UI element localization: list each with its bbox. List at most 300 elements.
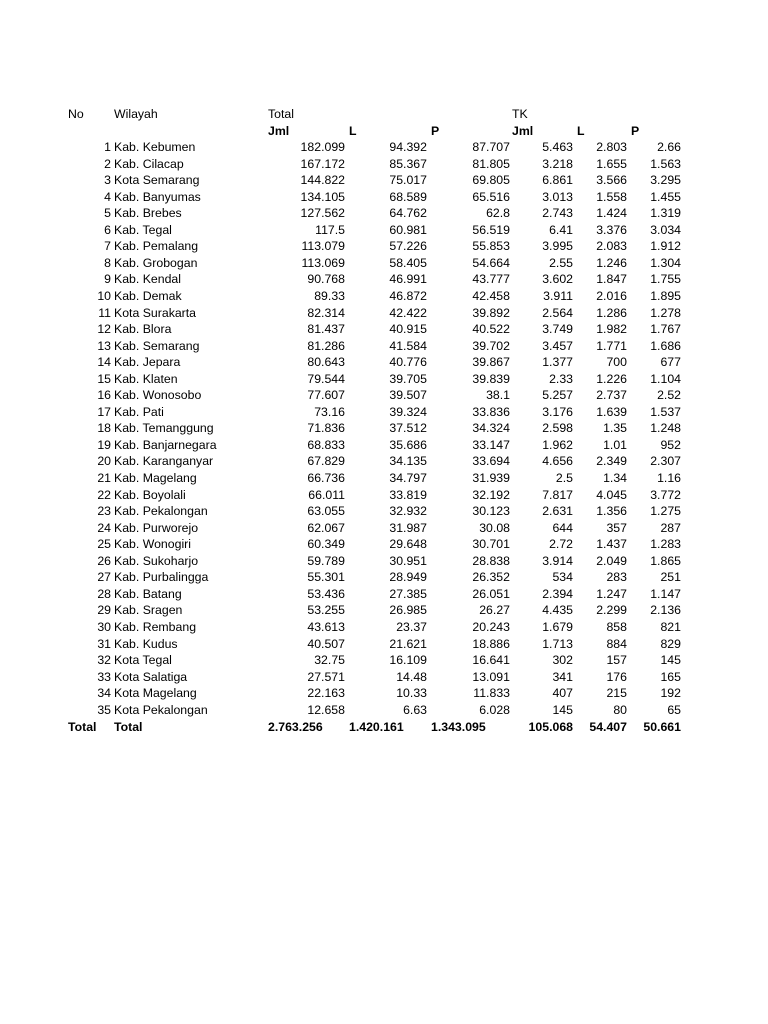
table-row	[0, 271, 768, 288]
cell-wilayah: Kab. Magelang	[114, 471, 197, 485]
cell-no: 9	[104, 272, 111, 287]
cell-tk-p: 1.755	[650, 272, 681, 287]
cell-jml: 55.301	[307, 570, 345, 585]
header-tk: TK	[512, 107, 528, 121]
cell-l: 30.951	[389, 553, 427, 568]
cell-p: 43.777	[472, 272, 510, 287]
table-row	[0, 354, 768, 371]
cell-tk-jml: 302	[552, 653, 573, 668]
cell-p: 39.892	[472, 305, 510, 320]
cell-p: 33.836	[472, 404, 510, 419]
cell-jml: 40.507	[307, 636, 345, 651]
cell-tk-l: 1.424	[596, 206, 627, 221]
cell-wilayah: Kab. Blora	[114, 322, 172, 337]
cell-tk-jml: 145	[552, 702, 573, 717]
cell-jml: 77.607	[307, 388, 345, 403]
cell-wilayah: Kab. Batang	[114, 586, 182, 601]
cell-p: 30.701	[472, 537, 510, 552]
cell-jml: 66.736	[307, 471, 345, 485]
cell-p: 20.243	[472, 619, 510, 634]
cell-wilayah: Kab. Karanganyar	[114, 454, 214, 469]
cell-tk-p: 1.248	[650, 421, 681, 436]
cell-jml: 117.5	[315, 222, 345, 237]
cell-tk-p: 677	[660, 355, 681, 370]
cell-tk-l: 2.083	[596, 239, 627, 254]
cell-p: 33.694	[472, 454, 510, 469]
cell-jml: 81.286	[307, 338, 345, 353]
cell-tk-p: 2.66	[657, 140, 681, 154]
table-row	[0, 536, 768, 553]
cell-tk-l: 357	[606, 520, 627, 535]
cell-no: 23	[97, 504, 111, 519]
table-row	[0, 420, 768, 437]
cell-p: 28.838	[472, 553, 510, 568]
cell-tk-jml: 1.962	[542, 437, 573, 452]
cell-p: 39.867	[472, 355, 510, 370]
total-tk-p: 50.661	[643, 720, 681, 734]
cell-tk-l: 884	[606, 636, 627, 651]
cell-tk-jml: 2.598	[542, 421, 573, 436]
cell-tk-jml: 5.257	[542, 388, 573, 403]
cell-wilayah: Kab. Klaten	[114, 371, 178, 386]
cell-p: 81.805	[472, 156, 510, 171]
table-row	[0, 238, 768, 255]
cell-tk-p: 1.912	[650, 239, 681, 254]
header-tk-l: L	[577, 123, 585, 138]
cell-no: 18	[97, 421, 111, 436]
cell-p: 56.519	[472, 222, 510, 237]
cell-jml: 62.067	[307, 520, 345, 535]
cell-no: 24	[97, 520, 111, 535]
table-row	[0, 338, 768, 355]
cell-p: 65.516	[472, 189, 510, 204]
header-row-2	[0, 123, 768, 140]
cell-l: 37.512	[389, 421, 427, 436]
cell-p: 42.458	[472, 288, 510, 303]
cell-l: 16.109	[389, 653, 427, 668]
table-row	[0, 288, 768, 305]
table-row	[0, 685, 768, 702]
cell-wilayah: Kab. Sukoharjo	[114, 553, 199, 568]
cell-wilayah: Kab. Cilacap	[114, 156, 184, 171]
cell-wilayah: Kab. Purworejo	[114, 520, 199, 535]
cell-tk-jml: 4.435	[542, 603, 573, 618]
cell-no: 28	[97, 586, 111, 601]
cell-l: 35.686	[389, 437, 427, 452]
cell-tk-p: 3.034	[650, 222, 681, 237]
cell-tk-jml: 2.564	[542, 305, 573, 320]
cell-p: 6.028	[479, 702, 510, 717]
cell-no: 35	[97, 702, 111, 717]
cell-no: 26	[97, 553, 111, 568]
cell-tk-jml: 644	[552, 520, 573, 535]
cell-tk-l: 1.982	[596, 322, 627, 337]
cell-no: 7	[104, 239, 111, 254]
cell-tk-jml: 2.72	[549, 537, 573, 552]
cell-p: 13.091	[472, 669, 510, 684]
cell-p: 26.352	[472, 570, 510, 585]
cell-p: 33.147	[472, 437, 510, 452]
cell-p: 30.123	[472, 504, 510, 519]
table-row	[0, 553, 768, 570]
cell-tk-jml: 6.861	[542, 173, 573, 188]
cell-l: 6.63	[403, 702, 427, 717]
cell-tk-p: 251	[660, 570, 681, 585]
table-row	[0, 453, 768, 470]
cell-tk-jml: 7.817	[542, 487, 573, 502]
cell-l: 94.392	[389, 140, 427, 154]
cell-no: 19	[97, 437, 111, 452]
cell-wilayah: Kab. Jepara	[114, 355, 181, 370]
table-row	[0, 321, 768, 338]
total-no: Total	[68, 720, 97, 734]
header-total-p: P	[431, 123, 440, 138]
cell-wilayah: Kab. Demak	[114, 288, 182, 303]
cell-tk-p: 829	[660, 636, 681, 651]
cell-p: 55.853	[472, 239, 510, 254]
cell-tk-jml: 2.55	[549, 255, 573, 270]
cell-jml: 113.079	[301, 239, 345, 254]
cell-l: 57.226	[389, 239, 427, 254]
cell-no: 32	[97, 653, 111, 668]
table-row	[0, 619, 768, 636]
cell-tk-l: 1.35	[603, 421, 627, 436]
cell-no: 3	[104, 173, 111, 188]
cell-no: 6	[104, 222, 111, 237]
cell-tk-jml: 3.602	[542, 272, 573, 287]
cell-tk-l: 1.01	[603, 437, 627, 452]
header-total-l: L	[349, 123, 357, 138]
cell-tk-l: 1.639	[596, 404, 627, 419]
cell-tk-jml: 4.656	[542, 454, 573, 469]
cell-l: 39.705	[389, 371, 427, 386]
cell-p: 26.27	[479, 603, 510, 618]
cell-no: 33	[97, 669, 111, 684]
cell-tk-p: 1.304	[650, 255, 681, 270]
cell-p: 39.702	[472, 338, 510, 353]
cell-p: 39.839	[472, 371, 510, 386]
cell-tk-p: 145	[660, 653, 681, 668]
cell-jml: 67.829	[307, 454, 345, 469]
cell-jml: 68.833	[307, 437, 345, 452]
cell-wilayah: Kota Pekalongan	[114, 702, 208, 717]
cell-tk-l: 1.771	[596, 338, 627, 353]
cell-l: 58.405	[389, 255, 427, 270]
cell-wilayah: Kab. Rembang	[114, 619, 197, 634]
cell-jml: 113.069	[301, 255, 345, 270]
cell-l: 32.932	[389, 504, 427, 519]
cell-tk-p: 1.319	[650, 206, 681, 221]
cell-tk-l: 2.299	[596, 603, 627, 618]
cell-jml: 167.172	[300, 156, 345, 171]
table-row	[0, 503, 768, 520]
header-no: No	[68, 107, 84, 121]
cell-wilayah: Kab. Wonogiri	[114, 537, 192, 552]
cell-tk-p: 1.275	[650, 504, 681, 519]
cell-wilayah: Kota Surakarta	[114, 305, 197, 320]
cell-tk-jml: 3.914	[542, 553, 573, 568]
cell-wilayah: Kab. Pemalang	[114, 239, 199, 254]
table-row	[0, 702, 768, 719]
cell-tk-p: 1.767	[650, 322, 681, 337]
cell-l: 23.37	[396, 619, 427, 634]
cell-tk-l: 3.566	[596, 173, 627, 188]
cell-tk-jml: 2.5	[555, 471, 573, 485]
cell-tk-jml: 3.911	[543, 288, 573, 303]
cell-l: 21.621	[389, 636, 427, 651]
cell-tk-l: 1.655	[596, 156, 627, 171]
table-row	[0, 520, 768, 537]
cell-jml: 12.658	[307, 702, 345, 717]
cell-no: 21	[97, 471, 111, 485]
cell-jml: 134.105	[300, 189, 345, 204]
cell-jml: 81.437	[307, 322, 345, 337]
table-row	[0, 189, 768, 206]
table-row	[0, 156, 768, 173]
cell-jml: 89.33	[314, 288, 345, 303]
cell-tk-l: 1.286	[596, 305, 627, 320]
cell-wilayah: Kota Tegal	[114, 653, 172, 668]
cell-tk-p: 821	[660, 619, 681, 634]
cell-tk-l: 80	[613, 702, 627, 717]
cell-jml: 82.314	[307, 305, 345, 320]
cell-tk-l: 283	[606, 570, 627, 585]
cell-wilayah: Kab. Semarang	[114, 338, 200, 353]
total-wilayah: Total	[114, 720, 143, 734]
table-row	[0, 387, 768, 404]
cell-tk-jml: 6.41	[549, 222, 573, 237]
cell-jml: 53.255	[307, 603, 345, 618]
cell-tk-p: 165	[660, 669, 681, 684]
cell-tk-l: 1.356	[596, 504, 627, 519]
total-p: 1.343.095	[431, 720, 486, 734]
cell-wilayah: Kab. Grobogan	[114, 255, 198, 270]
cell-wilayah: Kab. Purbalingga	[114, 570, 209, 585]
cell-l: 29.648	[389, 537, 427, 552]
header-wilayah: Wilayah	[114, 107, 158, 121]
cell-wilayah: Kab. Brebes	[114, 206, 182, 221]
table-row	[0, 586, 768, 603]
total-jml: 2.763.256	[268, 720, 323, 734]
cell-tk-l: 1.847	[596, 272, 627, 287]
cell-p: 31.939	[472, 471, 510, 485]
cell-tk-l: 858	[606, 619, 627, 634]
table-row	[0, 371, 768, 388]
cell-jml: 80.643	[307, 355, 345, 370]
cell-tk-l: 2.737	[596, 388, 627, 403]
cell-no: 2	[104, 156, 111, 171]
cell-no: 16	[97, 388, 111, 403]
cell-jml: 43.613	[307, 619, 345, 634]
cell-l: 31.987	[389, 520, 427, 535]
cell-l: 27.385	[389, 586, 427, 601]
cell-no: 4	[104, 189, 111, 204]
cell-tk-jml: 2.394	[542, 586, 573, 601]
table-row	[0, 669, 768, 686]
cell-no: 11	[98, 305, 111, 320]
cell-wilayah: Kota Salatiga	[114, 669, 188, 684]
table-row	[0, 487, 768, 504]
cell-jml: 73.16	[314, 404, 345, 419]
table-row	[0, 255, 768, 272]
table-row	[0, 569, 768, 586]
cell-tk-p: 3.772	[650, 487, 681, 502]
cell-tk-jml: 534	[552, 570, 573, 585]
total-tk-jml: 105.068	[528, 720, 573, 734]
cell-tk-p: 287	[660, 520, 681, 535]
cell-tk-l: 2.016	[596, 288, 627, 303]
cell-l: 39.324	[389, 404, 427, 419]
table-row	[0, 404, 768, 421]
cell-tk-p: 1.537	[650, 404, 681, 419]
cell-l: 42.422	[389, 305, 427, 320]
cell-tk-p: 1.147	[650, 586, 681, 601]
cell-tk-l: 4.045	[596, 487, 627, 502]
cell-tk-jml: 1.713	[542, 636, 573, 651]
cell-tk-p: 1.865	[650, 553, 681, 568]
cell-l: 40.915	[389, 322, 427, 337]
cell-tk-jml: 341	[552, 669, 573, 684]
cell-tk-jml: 2.33	[549, 371, 573, 386]
cell-no: 25	[97, 537, 111, 552]
cell-p: 69.805	[472, 173, 510, 188]
cell-wilayah: Kota Magelang	[114, 686, 197, 701]
cell-tk-l: 1.558	[596, 189, 627, 204]
cell-no: 17	[97, 404, 111, 419]
cell-tk-p: 1.455	[650, 189, 681, 204]
table-row	[0, 139, 768, 156]
cell-tk-p: 1.16	[657, 471, 681, 485]
cell-tk-jml: 3.176	[542, 404, 573, 419]
cell-no: 15	[97, 371, 111, 386]
cell-l: 75.017	[389, 173, 427, 188]
cell-tk-l: 176	[606, 669, 627, 684]
cell-tk-jml: 5.463	[542, 140, 573, 154]
cell-p: 11.833	[473, 686, 510, 701]
total-row	[0, 719, 768, 736]
cell-tk-jml: 3.995	[542, 239, 573, 254]
cell-l: 10.33	[396, 686, 427, 701]
table-row	[0, 305, 768, 322]
cell-tk-p: 1.686	[650, 338, 681, 353]
cell-tk-p: 192	[660, 686, 681, 701]
cell-no: 13	[97, 338, 111, 353]
cell-no: 29	[97, 603, 111, 618]
cell-tk-jml: 3.013	[542, 189, 573, 204]
cell-jml: 182.099	[300, 140, 345, 154]
cell-tk-p: 65	[667, 702, 681, 717]
cell-tk-l: 1.246	[596, 255, 627, 270]
cell-no: 8	[104, 255, 111, 270]
cell-tk-p: 2.52	[657, 388, 681, 403]
cell-jml: 71.836	[307, 421, 345, 436]
cell-no: 1	[104, 140, 111, 154]
cell-l: 41.584	[389, 338, 427, 353]
cell-tk-jml: 1.377	[542, 355, 573, 370]
cell-l: 39.507	[389, 388, 427, 403]
cell-l: 46.872	[389, 288, 427, 303]
cell-tk-l: 1.247	[596, 586, 627, 601]
cell-tk-jml: 407	[552, 686, 573, 701]
cell-tk-jml: 2.743	[542, 206, 573, 221]
cell-wilayah: Kab. Sragen	[114, 603, 183, 618]
cell-l: 34.797	[389, 471, 427, 485]
cell-jml: 144.822	[300, 173, 345, 188]
cell-wilayah: Kab. Tegal	[114, 222, 172, 237]
cell-no: 22	[97, 487, 111, 502]
cell-p: 38.1	[486, 388, 510, 403]
cell-p: 54.664	[472, 255, 510, 270]
cell-wilayah: Kab. Boyolali	[114, 487, 186, 502]
cell-l: 34.135	[389, 454, 427, 469]
table-row	[0, 172, 768, 189]
table-row	[0, 437, 768, 454]
cell-p: 16.641	[472, 653, 510, 668]
cell-p: 32.192	[472, 487, 510, 502]
cell-p: 62.8	[486, 206, 510, 221]
cell-jml: 127.562	[300, 206, 345, 221]
header-tk-p: P	[631, 123, 640, 138]
cell-tk-p: 1.104	[650, 371, 681, 386]
cell-tk-p: 3.295	[650, 173, 681, 188]
cell-l: 33.819	[389, 487, 427, 502]
cell-l: 68.589	[389, 189, 427, 204]
cell-tk-p: 2.136	[650, 603, 681, 618]
table-row	[0, 652, 768, 669]
cell-p: 18.886	[472, 636, 510, 651]
cell-jml: 27.571	[307, 669, 345, 684]
cell-tk-l: 1.34	[603, 471, 627, 485]
cell-wilayah: Kab. Banjarnegara	[114, 437, 217, 452]
total-l: 1.420.161	[349, 720, 404, 734]
cell-l: 64.762	[389, 206, 427, 221]
table-row	[0, 636, 768, 653]
cell-no: 34	[97, 686, 111, 701]
cell-l: 85.367	[389, 156, 427, 171]
cell-wilayah: Kab. Kebumen	[114, 140, 196, 154]
cell-jml: 79.544	[307, 371, 345, 386]
header-total: Total	[268, 107, 294, 121]
cell-wilayah: Kab. Pekalongan	[114, 504, 208, 519]
cell-wilayah: Kab. Temanggung	[114, 421, 214, 436]
cell-no: 14	[97, 355, 111, 370]
cell-jml: 59.789	[307, 553, 345, 568]
cell-wilayah: Kab. Banyumas	[114, 189, 201, 204]
cell-tk-p: 952	[660, 437, 681, 452]
cell-jml: 22.163	[307, 686, 345, 701]
cell-no: 27	[97, 570, 111, 585]
cell-no: 20	[97, 454, 111, 469]
cell-tk-l: 2.049	[596, 553, 627, 568]
cell-jml: 63.055	[307, 504, 345, 519]
cell-tk-l: 215	[606, 686, 627, 701]
cell-tk-p: 1.563	[650, 156, 681, 171]
cell-tk-jml: 1.679	[542, 619, 573, 634]
cell-p: 26.051	[472, 586, 510, 601]
cell-l: 46.991	[389, 272, 427, 287]
cell-tk-l: 3.376	[596, 222, 627, 237]
cell-tk-p: 2.307	[650, 454, 681, 469]
table-row	[0, 602, 768, 619]
cell-tk-jml: 3.457	[542, 338, 573, 353]
cell-tk-l: 2.803	[596, 140, 627, 154]
table-row	[0, 205, 768, 222]
cell-l: 40.776	[389, 355, 427, 370]
cell-jml: 66.011	[308, 487, 345, 502]
table-row	[0, 470, 768, 487]
table-row	[0, 222, 768, 239]
total-tk-l: 54.407	[589, 720, 627, 734]
